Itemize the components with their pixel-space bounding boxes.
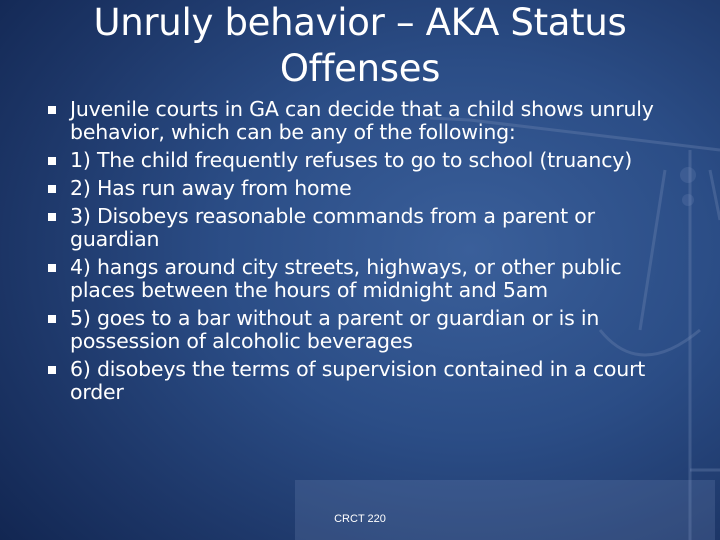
list-item (48, 98, 688, 144)
list-item (48, 205, 688, 251)
slide-title: Unruly behavior – AKA Status Offenses (93, 1, 627, 90)
bullet-text: 1) The child frequently refuses to go to school (truancy) (70, 148, 632, 172)
bullet-square-icon (48, 315, 56, 323)
bullet-square-icon (48, 366, 56, 374)
list-item (48, 256, 688, 302)
bullet-text: 6) disobeys the terms of supervision contained in a court order (70, 357, 646, 404)
bullet-square-icon (48, 157, 56, 165)
list-item (48, 177, 688, 200)
list-item (48, 149, 688, 172)
bullet-list (48, 98, 688, 409)
bullet-square-icon (48, 185, 56, 193)
bullet-square-icon (48, 213, 56, 221)
bullet-text: 5) goes to a bar without a parent or guardian or is in possession of alcoholic beverages (70, 306, 600, 353)
bullet-text: 2) Has run away from home (70, 176, 352, 200)
bullet-text: 4) hangs around city streets, highways, or other public places between the hours of midnight and 5am (70, 255, 622, 302)
bullet-text: Juvenile courts in GA can decide that a child shows unruly behavior, which can be any of the following: (70, 97, 654, 144)
slide-footer: CRCT 220 (334, 513, 386, 525)
bullet-square-icon (48, 264, 56, 272)
list-item (48, 358, 688, 404)
bullet-text: 3) Disobeys reasonable commands from a parent or guardian (70, 204, 595, 251)
list-item (48, 307, 688, 353)
bullet-square-icon (48, 106, 56, 114)
